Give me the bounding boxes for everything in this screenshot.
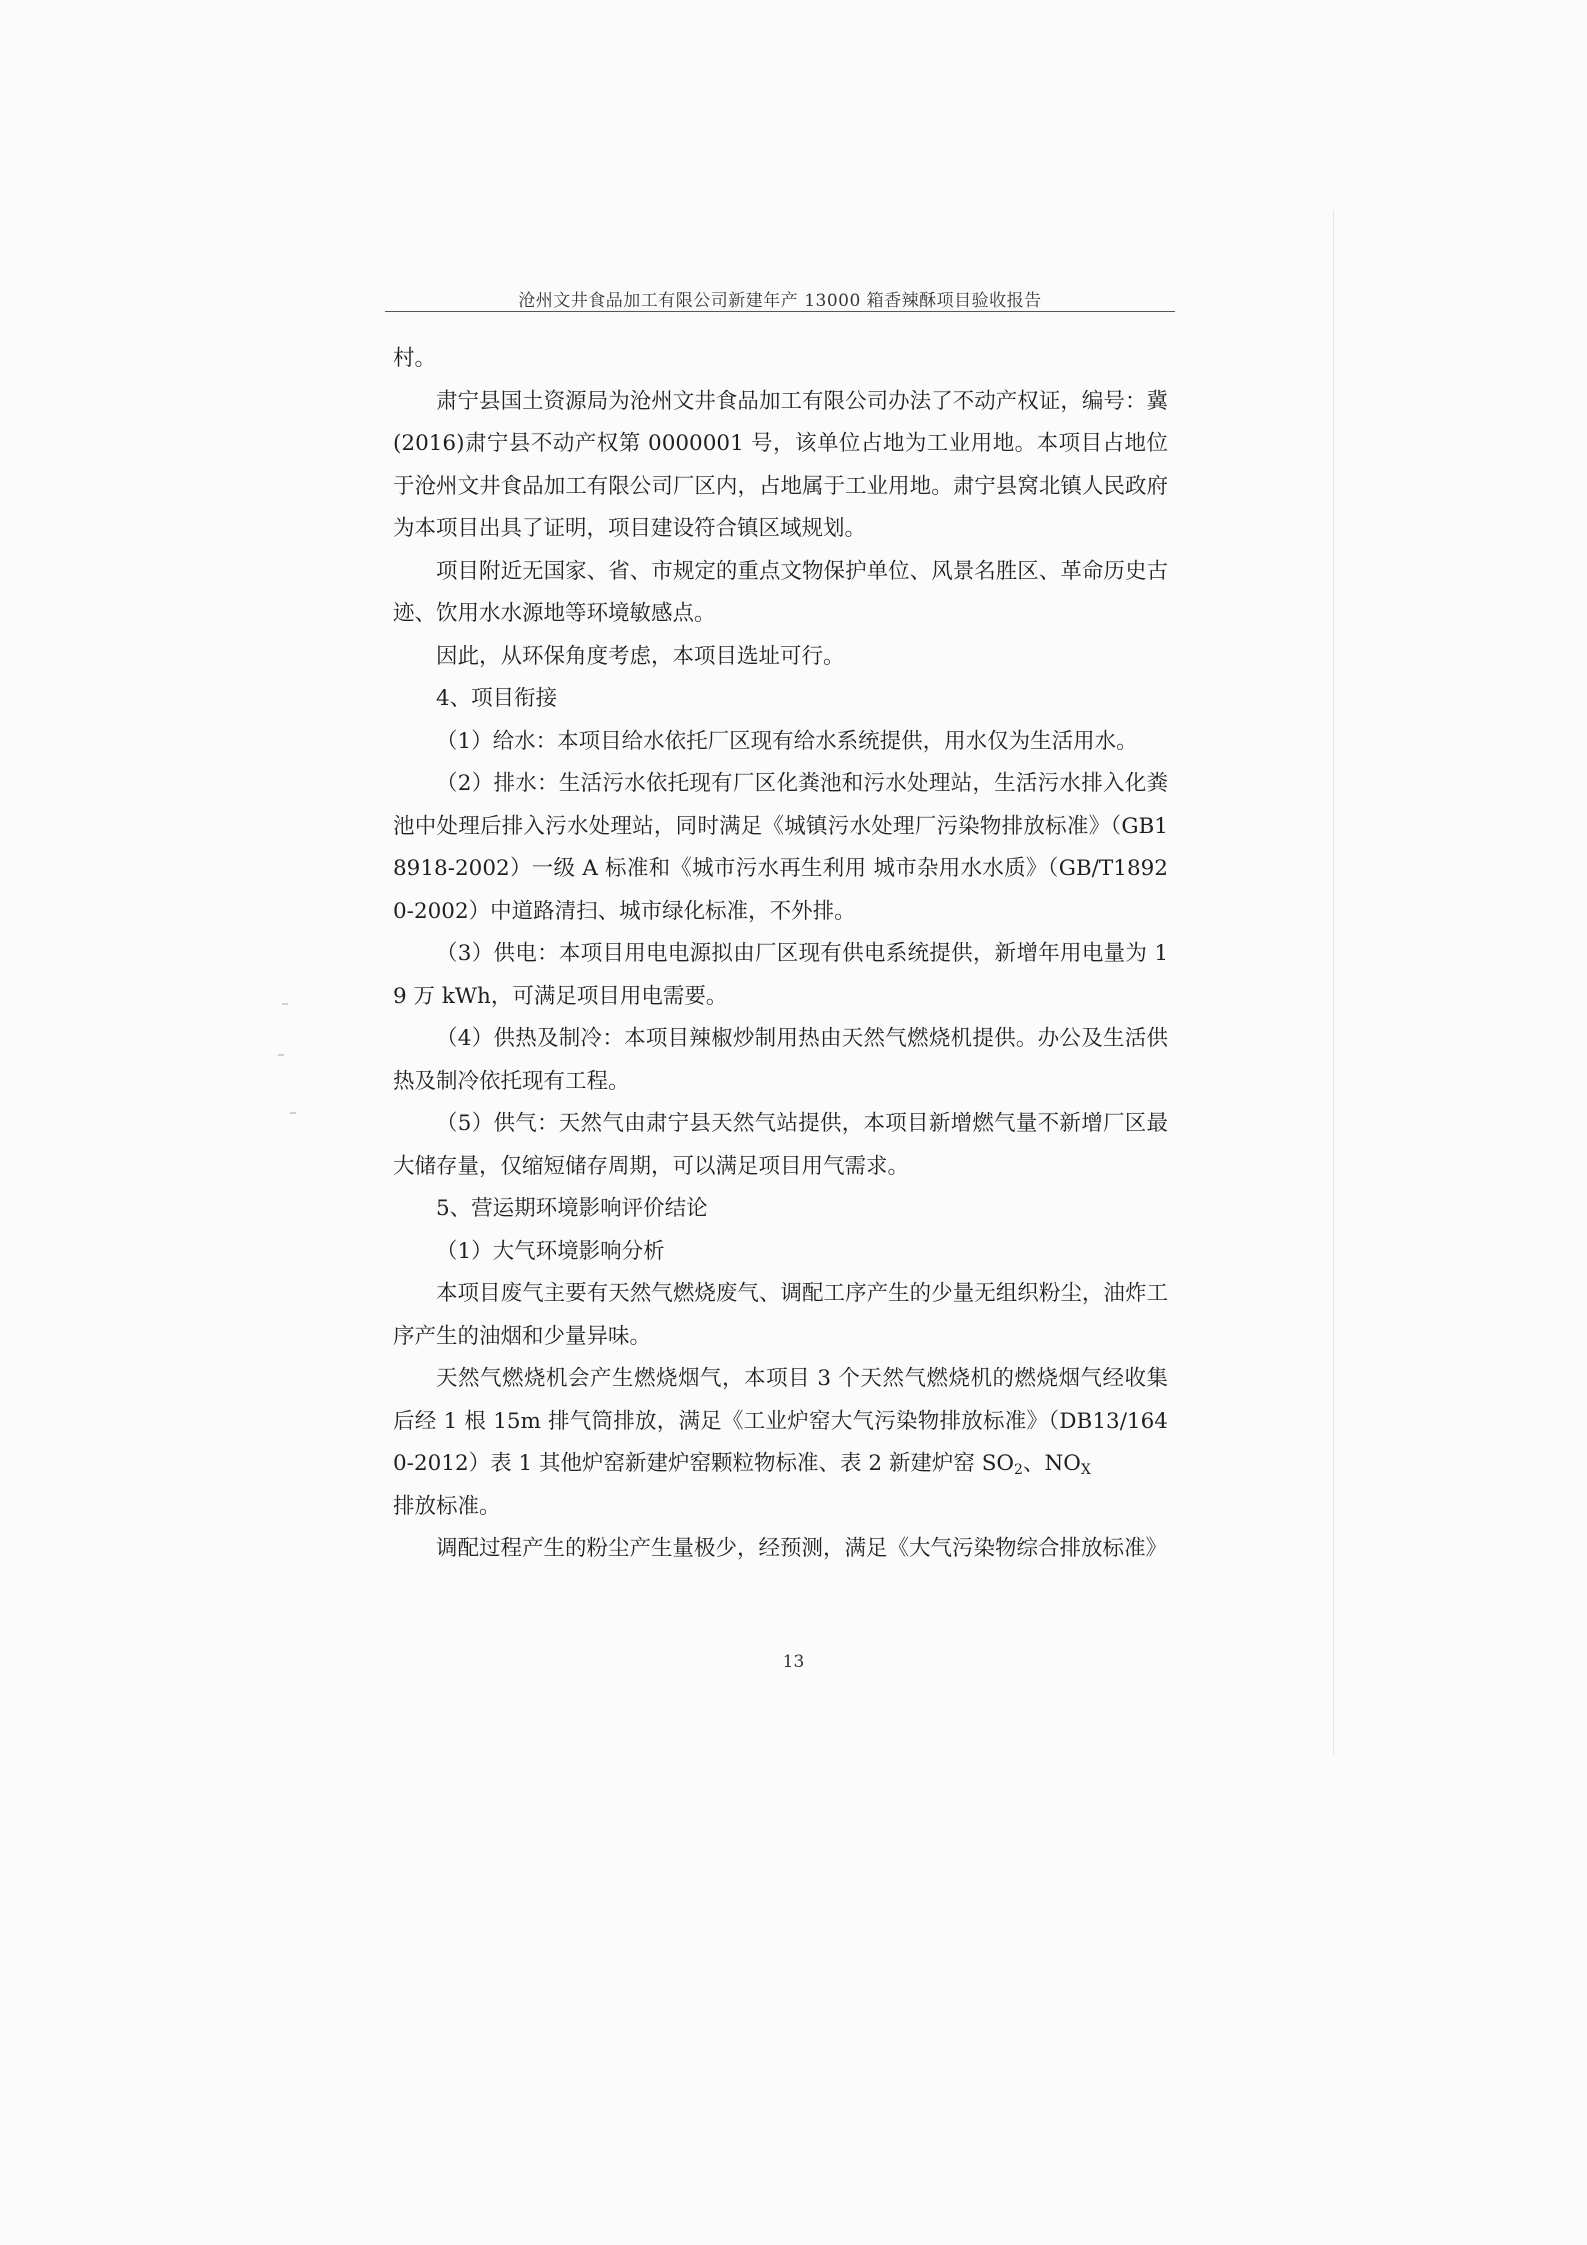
paragraph: （4）供热及制冷：本项目辣椒炒制用热由天然气燃烧机提供。办公及生活供热及制冷依托现有工程。 [393,1026,1168,1094]
paragraph: 肃宁县国土资源局为沧州文井食品加工有限公司办法了不动产权证，编号：冀(2016)肃宁县不动产权第 0000001 号，该单位占地为工业用地。本项目占地位于沧州文井食品加工有限公司厂区内，占地属于工业用地。肃宁县窝北镇人民政府为本项目出具了证明，项目建设符合镇区域规划。 [393,388,1168,541]
section-heading: 5、营运期环境影响评价结论 [436,1196,708,1221]
paragraph-text: 排放标准。 [393,1493,501,1519]
page-edge-shadow [1333,210,1334,1755]
paragraph-text: 、NO [1022,1451,1081,1476]
margin-speck [282,1003,288,1005]
paragraph-text: 天然气燃烧机会产生燃烧烟气，本项目 3 个天然气燃烧机的燃烧烟气经收集后经 1 根 15m 排气筒排放，满足《工业炉窑大气污染物排放标准》（DB13/1640-2012）表 1 其他炉窑新建炉窑颗粒物标准、表 2 新建炉窑 SO [393,1366,1168,1476]
paragraph: （5）供气：天然气由肃宁县天然气站提供，本项目新增燃气量不新增厂区最大储存量，仅缩短储存周期，可以满足项目用气需求。 [393,1111,1168,1179]
paragraph: 调配过程产生的粉尘产生量极少，经预测，满足《大气污染物综合排放标准》 [436,1536,1168,1561]
header-rule [385,311,1175,312]
paragraph: （3）供电：本项目用电电源拟由厂区现有供电系统提供，新增年用电量为 19 万 kWh，可满足项目用电需要。 [393,941,1168,1009]
paragraph [393,1358,1168,1528]
paragraph: 本项目废气主要有天然气燃烧废气、调配工序产生的少量无组织粉尘，油炸工序产生的油烟和少量异味。 [393,1281,1168,1349]
margin-speck [278,1054,284,1056]
paragraph: 村。 [393,346,437,371]
margin-speck [290,1112,296,1114]
paragraph: （2）排水：生活污水依托现有厂区化粪池和污水处理站，生活污水排入化粪池中处理后排入污水处理站，同时满足《城镇污水处理厂污染物排放标准》（GB18918-2002）一级 A 标准和《城市污水再生利用 城市杂用水水质》（GB/T18920-2002）中道路清扫、城市绿化标准，不外排。 [393,771,1168,924]
subscript: X [1080,1462,1091,1478]
running-header: 沧州文井食品加工有限公司新建年产 13000 箱香辣酥项目验收报告 [518,291,1042,311]
subsection-heading: （1）大气环境影响分析 [436,1238,665,1264]
paragraph: 因此，从环保角度考虑，本项目选址可行。 [436,643,845,669]
paragraph: （1）给水：本项目给水依托厂区现有给水系统提供，用水仅为生活用水。 [436,728,1138,754]
paragraph: 项目附近无国家、省、市规定的重点文物保护单位、风景名胜区、革命历史古迹、饮用水水源地等环境敏感点。 [393,558,1168,626]
body-text [393,338,1168,1571]
page-number: 13 [782,1652,805,1672]
section-heading: 4、项目衔接 [436,686,558,711]
subscript: 2 [1014,1462,1023,1478]
